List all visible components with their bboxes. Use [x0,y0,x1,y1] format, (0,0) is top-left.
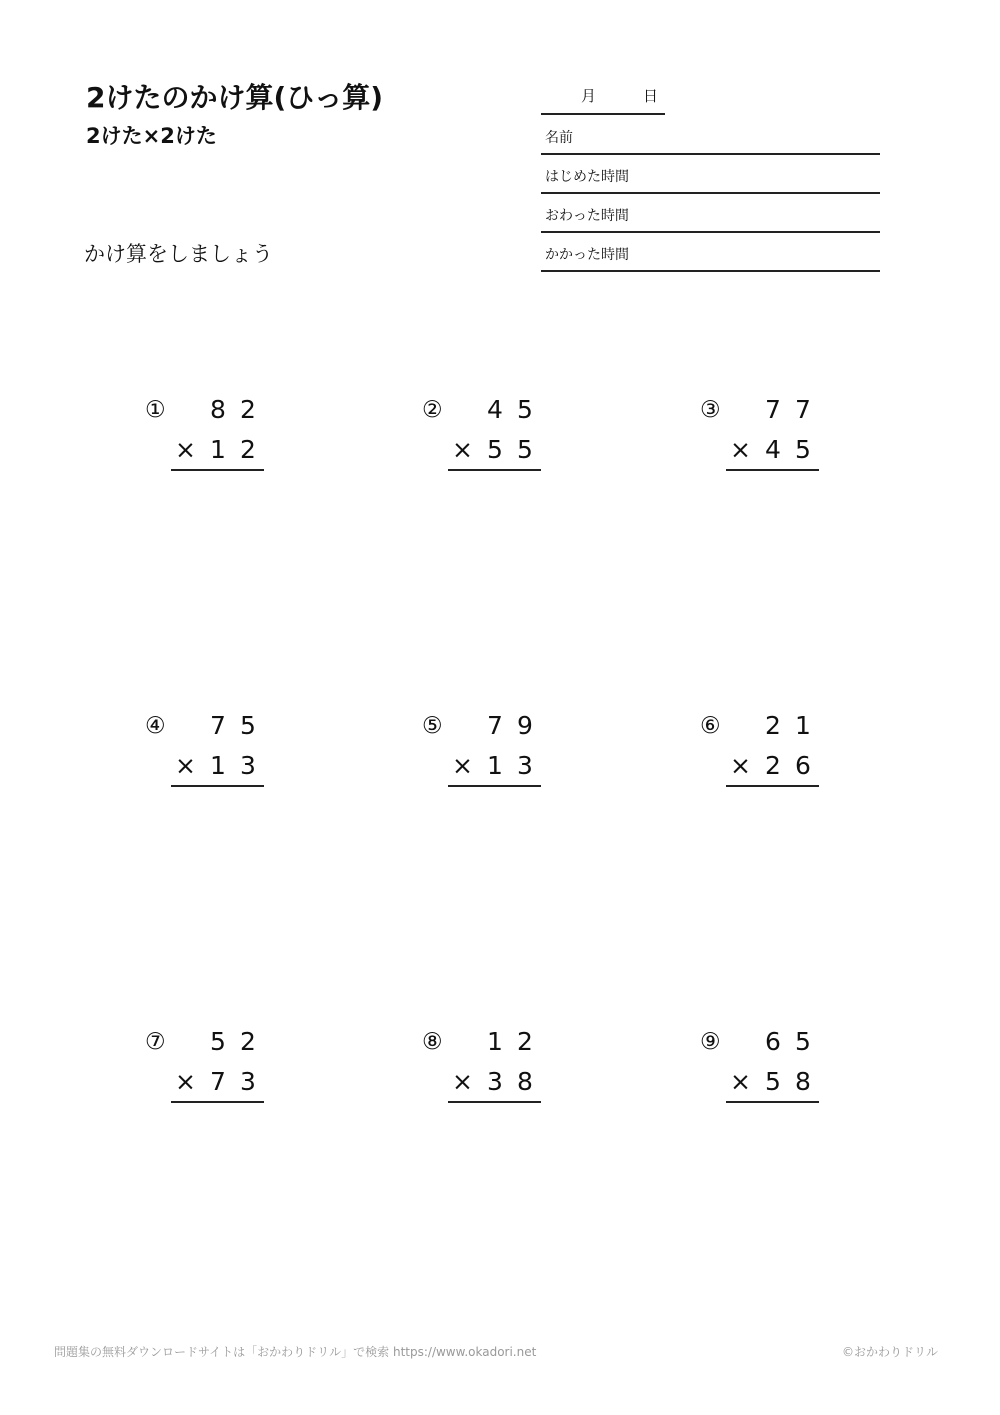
multiplicand-digit: 2 [517,1027,533,1056]
multiplicand-digit: 7 [765,395,781,424]
problem-8 [422,1028,562,1118]
multiplicand-digit: 2 [240,1027,256,1056]
footer-download-note: 問題集の無料ダウンロードサイトは「おかわりドリル」で検索 https://www.okadori.net [54,1345,537,1359]
answer-line [171,785,264,787]
end-time-label: おわった時間 [545,208,629,224]
problem-1 [145,396,285,486]
multiplicand-digit: 1 [795,711,811,740]
multiply-sign: × [730,1067,751,1096]
problem-number: ② [422,397,443,423]
problem-number: ③ [700,397,721,423]
multiplier-digit: 7 [210,1067,226,1096]
multiplicand-digit: 2 [240,395,256,424]
multiplier-digit: 5 [795,435,811,464]
multiplier-digit: 2 [240,435,256,464]
problem-7 [145,1028,285,1118]
multiplicand-digit: 4 [487,395,503,424]
name-label: 名前 [545,130,573,146]
multiplicand-digit: 7 [487,711,503,740]
date-field[interactable] [541,80,665,115]
day-label: 日 [643,87,659,105]
name-field[interactable] [541,116,880,155]
multiply-sign: × [175,1067,196,1096]
answer-line [448,785,541,787]
multiply-sign: × [730,435,751,464]
problem-number: ① [145,397,166,423]
multiplicand-digit: 5 [210,1027,226,1056]
multiplicand-digit: 5 [240,711,256,740]
month-label: 月 [581,87,597,105]
problem-5 [422,712,562,802]
worksheet-subtitle: 2けた×2けた [86,124,217,148]
problem-number: ⑦ [145,1029,166,1055]
instruction-text: かけ算をしましょう [84,242,273,266]
multiplier-digit: 8 [795,1067,811,1096]
problem-9 [700,1028,840,1118]
multiplier-digit: 3 [240,1067,256,1096]
multiplicand-digit: 6 [765,1027,781,1056]
multiplier-digit: 1 [210,751,226,780]
start-time-label: はじめた時間 [545,169,629,185]
multiplier-digit: 2 [765,751,781,780]
multiply-sign: × [452,435,473,464]
problem-3 [700,396,840,486]
duration-label: かかった時間 [545,247,629,263]
multiplier-digit: 5 [765,1067,781,1096]
multiply-sign: × [175,435,196,464]
duration-field[interactable] [541,233,880,272]
multiplicand-digit: 5 [517,395,533,424]
answer-line [726,1101,819,1103]
multiplicand-digit: 7 [210,711,226,740]
end-time-field[interactable] [541,194,880,233]
start-time-field[interactable] [541,155,880,194]
multiplier-digit: 6 [795,751,811,780]
worksheet-title: 2けたのかけ算(ひっ算) [86,81,384,114]
multiplier-digit: 3 [487,1067,503,1096]
multiplicand-digit: 8 [210,395,226,424]
multiplicand-digit: 9 [517,711,533,740]
answer-line [171,1101,264,1103]
multiply-sign: × [452,1067,473,1096]
answer-line [726,469,819,471]
multiplier-digit: 4 [765,435,781,464]
answer-line [726,785,819,787]
problem-number: ⑤ [422,713,443,739]
multiplier-digit: 3 [240,751,256,780]
multiply-sign: × [452,751,473,780]
multiplicand-digit: 2 [765,711,781,740]
problem-number: ⑧ [422,1029,443,1055]
multiplier-digit: 8 [517,1067,533,1096]
footer-copyright: ©おかわりドリル [841,1345,938,1359]
answer-line [171,469,264,471]
multiplicand-digit: 7 [795,395,811,424]
multiplier-digit: 5 [487,435,503,464]
multiplier-digit: 5 [517,435,533,464]
multiply-sign: × [730,751,751,780]
problem-number: ⑨ [700,1029,721,1055]
problem-number: ④ [145,713,166,739]
problem-2 [422,396,562,486]
multiplier-digit: 1 [487,751,503,780]
answer-line [448,469,541,471]
problem-number: ⑥ [700,713,721,739]
problem-6 [700,712,840,802]
multiplier-digit: 3 [517,751,533,780]
multiply-sign: × [175,751,196,780]
answer-line [448,1101,541,1103]
problem-4 [145,712,285,802]
multiplier-digit: 1 [210,435,226,464]
multiplicand-digit: 1 [487,1027,503,1056]
multiplicand-digit: 5 [795,1027,811,1056]
